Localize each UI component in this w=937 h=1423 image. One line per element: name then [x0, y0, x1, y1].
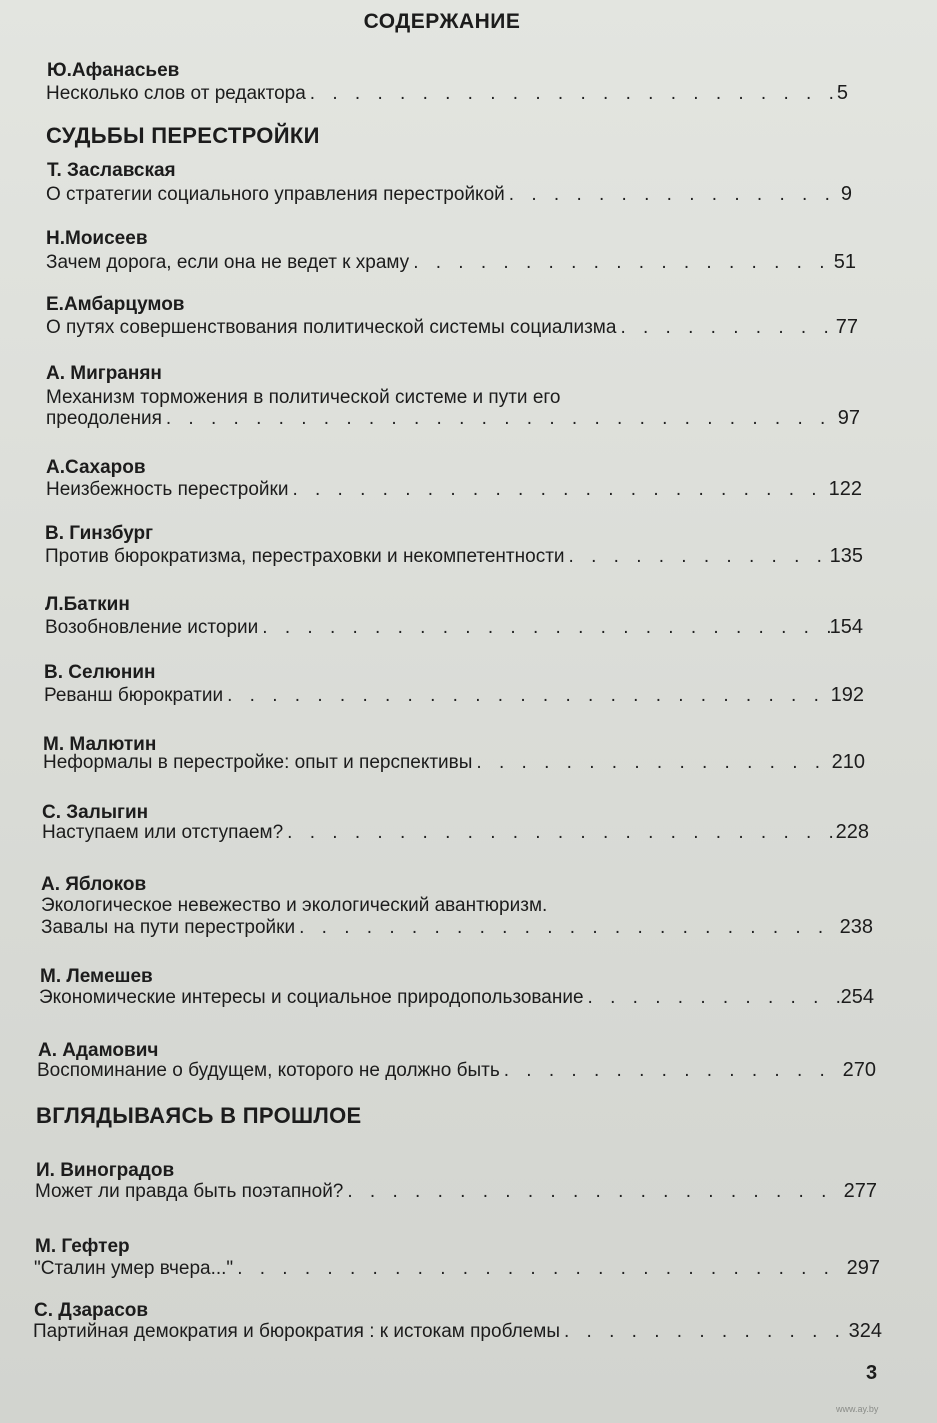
leader-dots: [584, 987, 841, 1009]
entry-line: [39, 986, 874, 1009]
entry-line: [46, 251, 856, 274]
entry-line: [42, 821, 869, 844]
leader-dots: [288, 479, 828, 501]
entry-page: 238: [839, 916, 873, 938]
section-heading: СУДЬБЫ ПЕРЕСТРОЙКИ: [46, 123, 320, 148]
leader-dots: [505, 184, 841, 206]
entry-title: Может ли правда быть поэтапной?: [35, 1181, 344, 1202]
page-number: 3: [866, 1362, 878, 1384]
entry-title: О путях совершенствования политической системы социализма: [46, 317, 617, 338]
entry-page: 192: [830, 684, 864, 706]
entry-author: Н.Моисеев: [46, 228, 148, 249]
entry-author: М. Малютин: [43, 734, 157, 755]
entry-author: Л.Баткин: [45, 594, 130, 615]
leader-dots: [409, 252, 834, 274]
entry-author: М. Гефтер: [35, 1236, 130, 1257]
entry-line: [44, 684, 864, 707]
entry-title: Неформалы в перестройке: опыт и перспективы: [43, 752, 473, 773]
entry-page: 51: [833, 251, 856, 273]
entry-line: [33, 1320, 882, 1343]
entry-title-line1: Экологическое невежество и экологический авантюризм.: [41, 895, 548, 916]
entry-line: [37, 1059, 876, 1082]
entry-page: 122: [828, 478, 862, 500]
entry-title: Воспоминание о будущем, которого не должно быть: [37, 1060, 500, 1081]
entry-title: Экономические интересы и социальное природопользование: [39, 987, 584, 1008]
entry-title: Несколько слов от редактора: [46, 83, 306, 104]
entry-author: С. Залыгин: [42, 802, 149, 823]
entry-author: А. Мигранян: [46, 363, 162, 384]
leader-dots: [306, 83, 837, 105]
leader-dots: [162, 408, 838, 430]
entry-title: преодоления: [46, 408, 162, 429]
entry-page: 97: [837, 407, 860, 429]
entry-title: Зачем дорога, если она не ведет к храму: [46, 252, 410, 273]
entry-line: [34, 1257, 880, 1280]
entry-page: 9: [840, 183, 852, 205]
entry-page: 277: [843, 1180, 877, 1202]
leader-dots: [472, 752, 831, 774]
entry-author: В. Селюнин: [44, 662, 156, 683]
entry-author: Т. Заславская: [47, 160, 176, 181]
entry-title: Наступаем или отступаем?: [42, 822, 284, 843]
entry-line: [45, 545, 863, 568]
leader-dots: [233, 1258, 846, 1280]
leader-dots: [258, 617, 829, 639]
entry-title: Возобновление истории: [45, 617, 259, 638]
entry-line: [46, 82, 848, 105]
leader-dots: [500, 1060, 843, 1082]
leader-dots: [283, 822, 835, 844]
entry-page: 270: [842, 1059, 876, 1081]
contents-title: СОДЕРЖАНИЕ: [363, 10, 521, 33]
leader-dots: [565, 546, 830, 568]
entry-page: 324: [848, 1320, 882, 1342]
entry-line: [45, 616, 863, 639]
entry-title: О стратегии социального управления перестройкой: [46, 184, 505, 205]
entry-author: А. Яблоков: [41, 874, 147, 895]
leader-dots: [560, 1321, 849, 1343]
entry-line: [41, 916, 873, 939]
entry-page: 154: [829, 616, 863, 638]
entry-line: [43, 751, 865, 774]
entry-author: И. Виноградов: [36, 1160, 175, 1181]
leader-dots: [295, 917, 840, 939]
entry-line: [46, 316, 858, 339]
entry-title: Завалы на пути перестройки: [41, 917, 296, 938]
entry-author: М. Лемешев: [40, 966, 153, 987]
entry-page: 135: [829, 545, 863, 567]
entry-author: С. Дзарасов: [34, 1300, 149, 1321]
entry-author: В. Гинзбург: [45, 523, 154, 544]
entry-title: "Сталин умер вчера...": [34, 1258, 234, 1279]
entry-author: Ю.Афанасьев: [47, 60, 180, 81]
entry-page: 228: [835, 821, 869, 843]
entry-title: Неизбежность перестройки: [46, 479, 289, 500]
entry-author: А.Сахаров: [46, 457, 146, 478]
entry-title: Против бюрократизма, перестраховки и некомпетентности: [45, 546, 565, 567]
entry-title: Партийная демократия и бюрократия : к истокам проблемы: [33, 1321, 560, 1342]
section-heading: ВГЛЯДЫВАЯСЬ В ПРОШЛОЕ: [36, 1103, 362, 1128]
entry-title: Реванш бюрократии: [44, 685, 224, 706]
entry-line: [46, 407, 860, 430]
entry-page: 210: [831, 751, 865, 773]
watermark: www.ay.by: [836, 1404, 879, 1414]
leader-dots: [616, 317, 835, 339]
entry-line: [46, 183, 852, 206]
leader-dots: [343, 1181, 843, 1203]
leader-dots: [223, 685, 831, 707]
entry-author: Е.Амбарцумов: [46, 294, 185, 315]
entry-line: [46, 478, 862, 501]
entry-author: А. Адамович: [38, 1040, 159, 1061]
entry-page: 5: [836, 82, 848, 104]
entry-title-line1: Механизм торможения в политической системе и пути его: [46, 387, 561, 408]
entry-page: 297: [846, 1257, 880, 1279]
entry-page: 77: [835, 316, 858, 338]
entry-line: [35, 1180, 877, 1203]
entry-page: 254: [840, 986, 874, 1008]
